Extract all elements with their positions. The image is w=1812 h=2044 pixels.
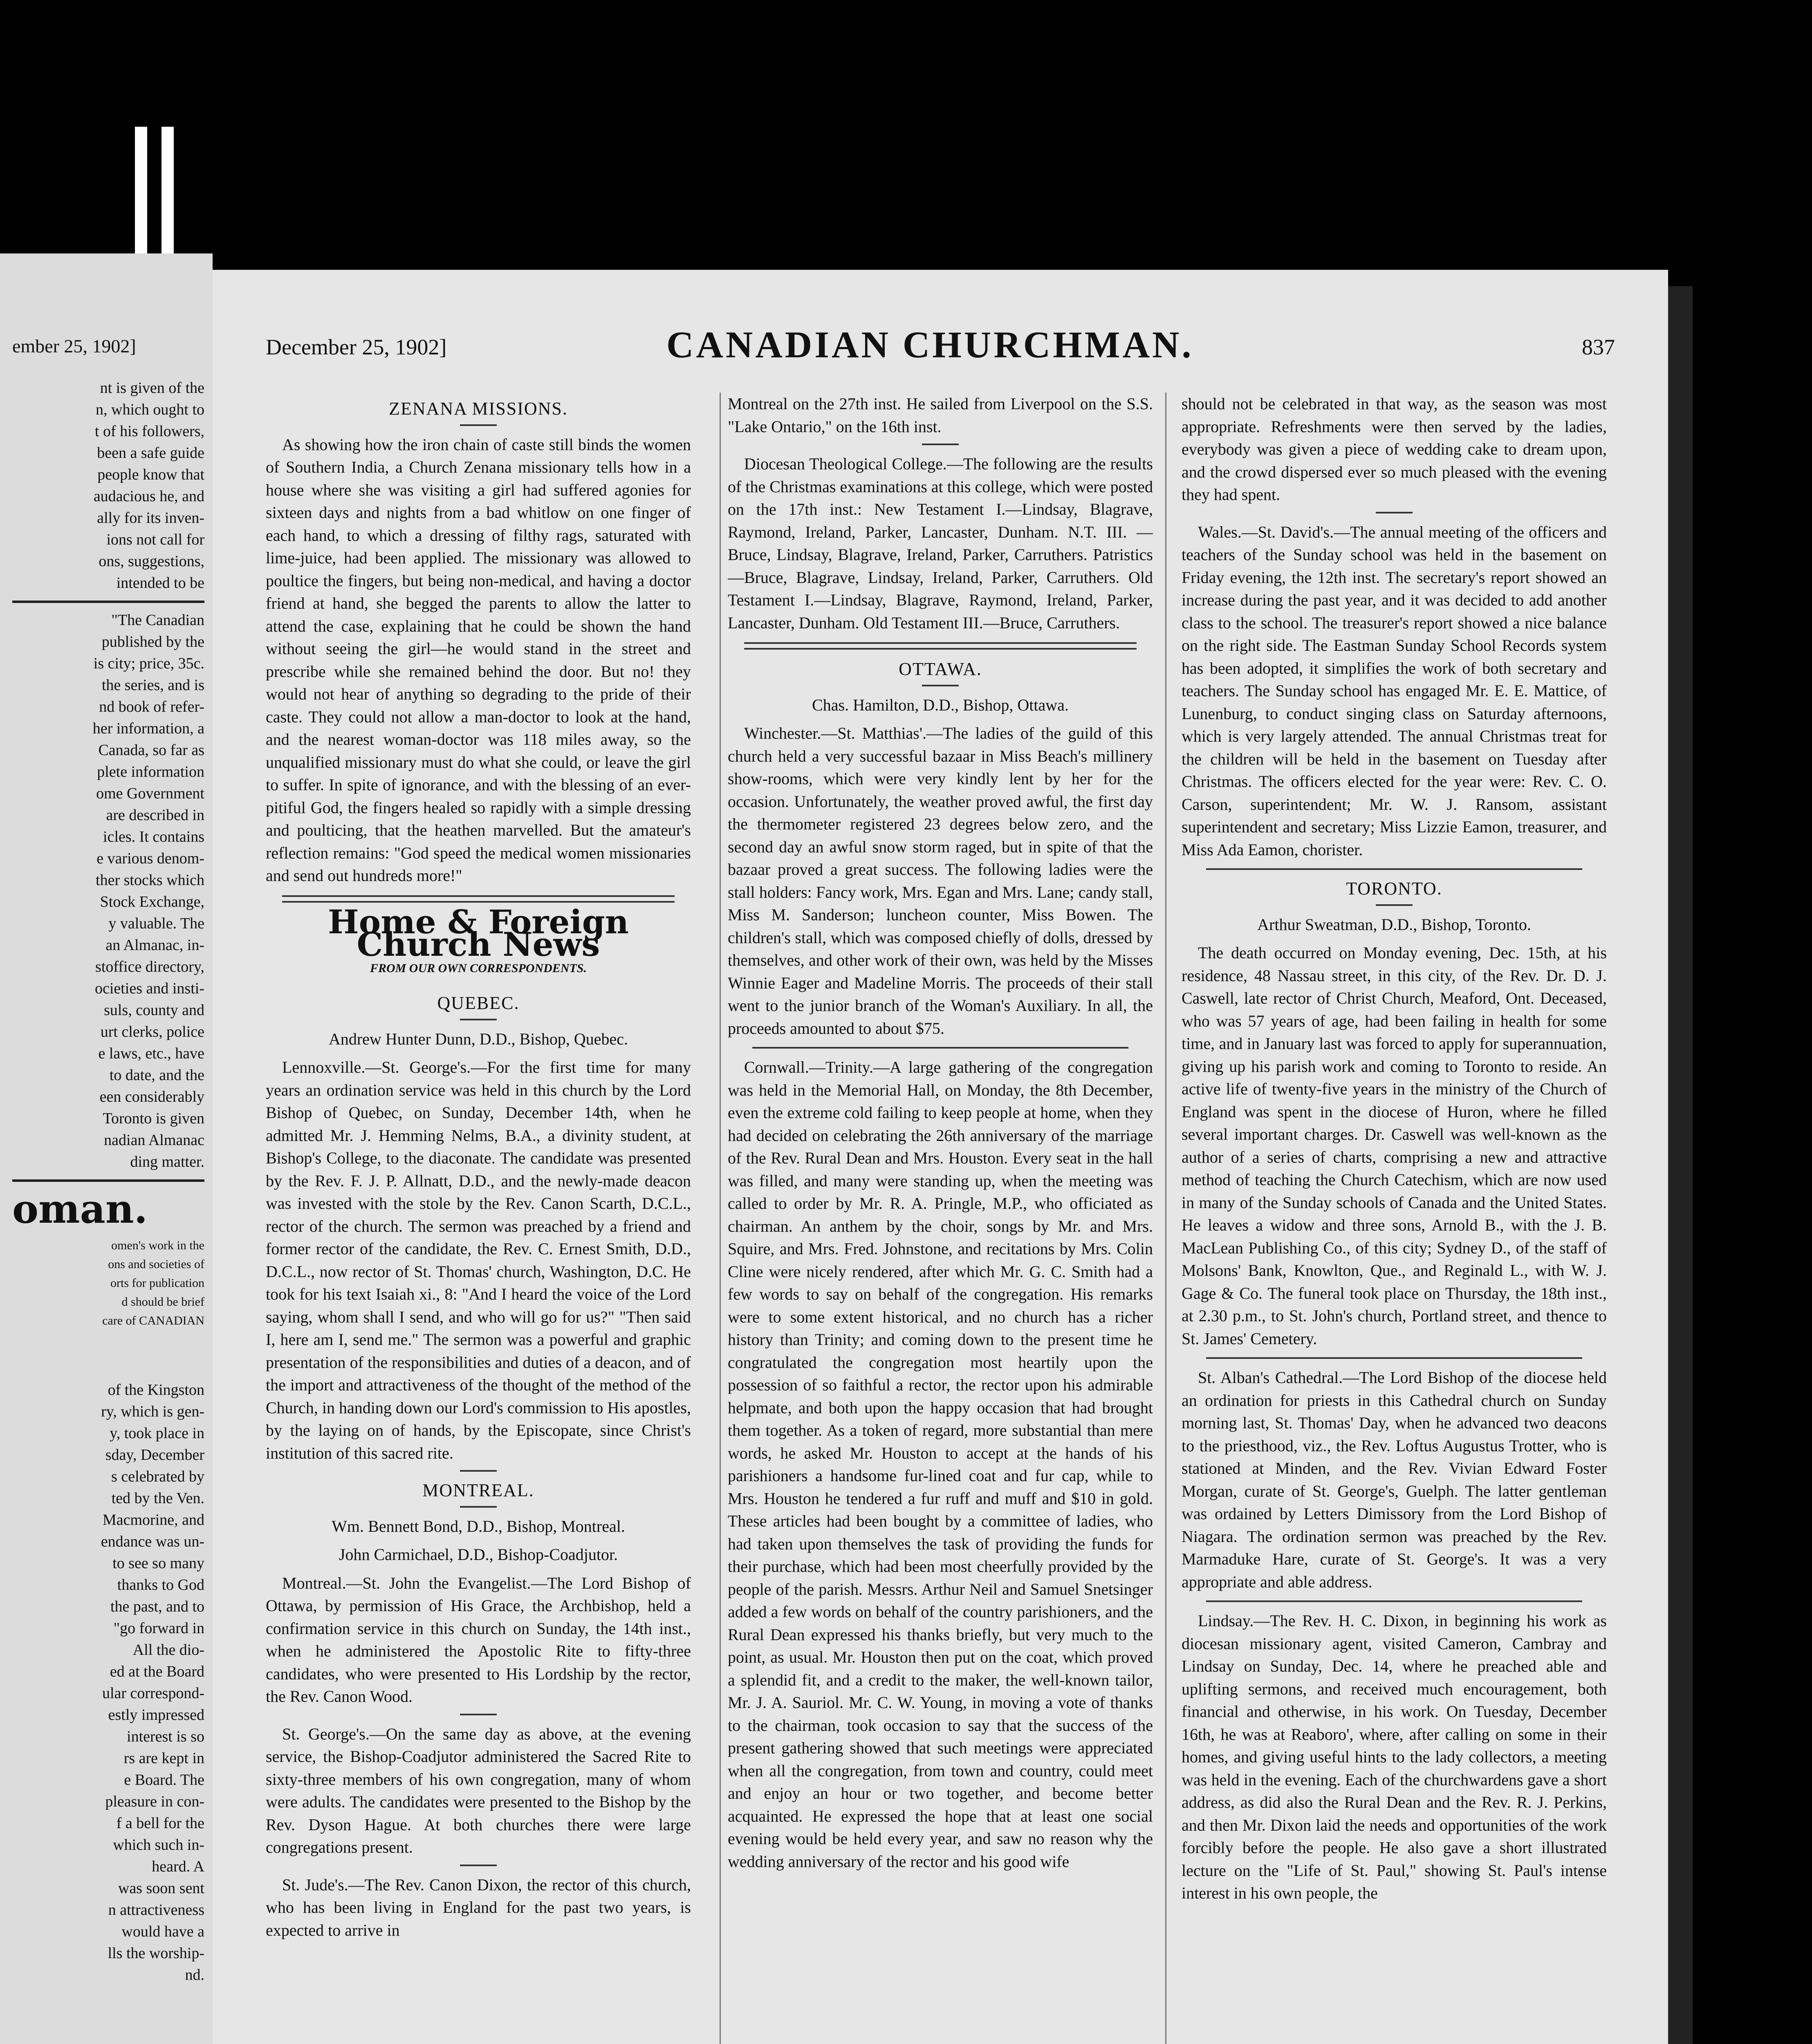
prev-page-line: the series, and is: [101, 677, 204, 694]
prev-page-line: ally for its inven-: [97, 509, 204, 527]
prev-page-line: the past, and to: [110, 1598, 204, 1615]
prev-page-line: lls the worship-: [108, 1945, 204, 1962]
prev-page-line: was soon sent: [118, 1880, 204, 1897]
prev-page-line: e Board. The: [124, 1771, 204, 1788]
page-header: [266, 323, 1615, 364]
divider: [460, 1506, 497, 1508]
prev-page-line: nd book of refer-: [99, 698, 204, 715]
prev-page-line: y, took place in: [110, 1425, 204, 1442]
prev-page-line: heard. A: [152, 1858, 204, 1875]
prev-page-line: been a safe guide: [97, 444, 204, 462]
section-heading-zenana: ZENANA MISSIONS.: [389, 399, 568, 419]
bishop-line-montreal: Wm. Bennett Bond, D.D., Bishop, Montreal.: [332, 1517, 625, 1535]
prev-page-line: to date, and the: [109, 1067, 204, 1084]
prev-page-masthead: oman.: [12, 1186, 148, 1232]
prev-page-line: sday, December: [105, 1446, 204, 1464]
prev-page-line: y valuable. The: [108, 915, 204, 932]
divider: [1206, 1600, 1582, 1602]
prev-page-line: Toronto is given: [103, 1110, 204, 1127]
prev-page-line: to see so many: [112, 1555, 204, 1572]
prev-page-line: t of his followers,: [94, 423, 204, 440]
section-heading-toronto: TORONTO.: [1346, 879, 1442, 899]
prev-page-line: icles. It contains: [103, 828, 204, 845]
divider: [12, 1179, 204, 1182]
divider: [1376, 904, 1413, 906]
church-news-subtitle: FROM OUR OWN CORRESPONDENTS.: [370, 961, 587, 975]
prev-page-line: urt clerks, police: [100, 1023, 204, 1040]
prev-page-line: "go forward in: [113, 1620, 204, 1637]
column-rule: [1165, 392, 1166, 2044]
prev-page-line: n, which ought to: [96, 401, 204, 418]
prev-page-line: f a bell for the: [116, 1815, 204, 1832]
issue-date: December 25, 1902]: [266, 335, 447, 359]
prev-page-line: ons, suggestions,: [99, 553, 204, 570]
prev-page-line: s celebrated by: [111, 1468, 204, 1485]
prev-page-line: ions not call for: [106, 531, 204, 548]
prev-page-text-top: [12, 377, 204, 594]
prev-page-line: plete information: [97, 763, 204, 780]
prev-page-text-mid: [12, 610, 204, 1173]
article-st-georges: St. George's.—On the same day as above, at the evening service, the Bishop-Coadjutor administered the Sacred Rite to sixty-three members of his own congregation, many of whom were adults. The candidates were presented to the Bishop by the Rev. Dyson Hague. At both churches there were large congregations present.: [266, 1724, 691, 1856]
prev-page-line: ons and societies of: [108, 1257, 204, 1271]
article-wales: Wales.—St. David's.—The annual meeting of the officers and teachers of the Sunday school was held in the basement on Friday evening, the 12th inst. The secretary's report showed an increase during the past year, and it was decided to add another class to the school. The treasurer's report showed a nice balance on the right side. The Eastman Sunday School Records system has been adopted, it simplifies the work of both secretary and teachers. The Sunday school has engaged Mr. E. E. Mattice, of Lunenburg, to conduct singing class on Saturday afternoons, which is very largely attended. The annual Christmas treat for the children will be held in the basement on Tuesday after Christmas. The officers elected for the year were: Rev. C. O. Carson, superintendent; Mr. W. J. Ransom, assistant superintendent and secretary; Miss Lizzie Eamon, treasurer, and Miss Ada Eamon, chorister.: [1182, 522, 1607, 859]
bishop-line-ottawa: Chas. Hamilton, D.D., Bishop, Ottawa.: [812, 695, 1069, 714]
prev-page-line: an Almanac, in-: [105, 937, 204, 954]
prev-page-line: Stock Exchange,: [100, 893, 204, 910]
article-cornwall-continued: should not be celebrated in that way, as the season was most appropriate. Refreshments were then served by the ladies, everybody was given a piece of wedding cake to dream upon, and the crowd dispersed ever so much pleased with the evening they had spent.: [1182, 394, 1607, 504]
prev-page-line: estly impressed: [108, 1706, 204, 1724]
prev-page-line: d should be brief: [121, 1295, 204, 1309]
article-caswell-obituary: The death occurred on Monday evening, Dec. 15th, at his residence, 48 Nassau street, in this city, of the Rev. Dr. D. J. Caswell, late rector of Christ Church, Meaford, Ont. Deceased, who was 57 years of age, had been failing in health for some time, and in January last was forced to apply for superannuation, giving up his parish work and coming to Toronto to reside. An active life of twenty-five years in the ministry of the Church of England was spent in the diocese of Huron, where he filled several important charges. Dr. Caswell was well-known as the author of a series of charts, comprising a new and attractive method of teaching the Church Catechism, which are now used in many of the Sunday schools of Canada and the United States. He leaves a widow and three sons, Arnold B., with the J. B. MacLean Publishing Co., of this city; Sydney D., of the staff of Molsons' Bank, Knowlton, Que., and Reginald L., with W. J. Gage & Co. The funeral took place on Thursday, the 18th inst., at 2.30 p.m., to St. John's church, Portland street, and thence to St. James' Cemetery.: [1182, 944, 1607, 1348]
article-zenana: As showing how the iron chain of caste still binds the women of Southern India, a Church Zenana missionary tells how in a house where she was visiting a girl had suffered agonies for sixteen days and nights from a bad whitlow on one finger of each hand, to which a dressing of filthy rags, saturated with lime-juice, had been applied. The missionary was allowed to poultice the fingers, but being non-medical, and having a doctor friend at hand, she begged the parents to allow the latter to attend the case, explaining that he could be shown the hand without seeing the girl—he would stand in the street and prescribe while she remained behind the door. But no! they would not hear of anything so degrading to the pride of their caste. They could not allow a man-doctor to look at the hand, and the nearest woman-doctor was 118 miles away, so the unqualified missionary must do what she could, or leave the girl to suffer. In spite of ignorance, and with the blessing of an ever-pitiful God, the fingers healed so rapidly with a simple dressing and poulticing, that the heathen marvelled. But the amateur's reflection remains: "God speed the medical women missionaries and send out hundreds more!": [266, 435, 691, 885]
divider: [282, 895, 675, 903]
prev-page-line: interest is so: [127, 1728, 204, 1745]
newspaper-page: [213, 270, 1668, 2044]
prev-page-line: All the dio-: [132, 1641, 204, 1659]
prev-page-line: een considerably: [99, 1088, 204, 1105]
divider: [744, 642, 1137, 650]
divider: [1206, 1357, 1582, 1359]
page-number: 837: [1582, 335, 1615, 359]
prev-page-header: ember 25, 1902]: [12, 336, 136, 356]
prev-page-text-bottom: [12, 1379, 204, 1986]
film-frame-mark: [135, 127, 147, 262]
prev-page-line: n attractiveness: [108, 1901, 204, 1918]
prev-page-line: would have a: [121, 1923, 204, 1940]
column-1: [266, 392, 691, 2044]
column-3: [1182, 392, 1607, 2044]
prev-page-line: Canada, so far as: [98, 742, 204, 759]
prev-page-line: of the Kingston: [108, 1381, 204, 1399]
masthead: CANADIAN CHURCHMAN.: [666, 324, 1194, 365]
previous-page-fragment: [0, 253, 213, 2044]
prev-page-line: e laws, etc., have: [98, 1045, 204, 1062]
divider: [922, 685, 959, 686]
bishop-line-montreal-coadjutor: John Carmichael, D.D., Bishop-Coadjutor.: [339, 1545, 618, 1564]
section-heading-montreal: MONTREAL.: [422, 1480, 534, 1500]
divider: [460, 424, 497, 426]
prev-page-line: intended to be: [116, 574, 204, 592]
section-heading-ottawa: OTTAWA.: [899, 659, 982, 679]
prev-page-line: ther stocks which: [96, 872, 204, 889]
bishop-line-toronto: Arthur Sweatman, D.D., Bishop, Toronto.: [1257, 915, 1531, 934]
article-diocesan-college: Diocesan Theological College.—The following are the results of the Christmas examinations at this college, which were posted on the 17th inst.: New Testament I.—Lindsay, Blagrave, Raymond, Ireland, Parker, Lancaster, Dunham. N.T. III. —Bruce, Lindsay, Blagrave, Ireland, Parker, Carruthers. Patristics—Bruce, Blagrave, Lindsay, Ireland, Parker, Carruthers. Old Testament I.—Lindsay, Blagrave, Raymond, Ireland, Parker, Lancaster, Dunham. Old Testament III.—Bruce, Carruthers.: [728, 455, 1153, 632]
prev-page-line: ted by the Ven.: [111, 1490, 204, 1507]
divider: [752, 1047, 1128, 1049]
divider: [460, 1470, 497, 1472]
prev-page-line: "The Canadian: [111, 612, 204, 629]
divider: [922, 444, 959, 445]
column-rule: [720, 392, 721, 2044]
article-st-albans: St. Alban's Cathedral.—The Lord Bishop of the diocese held an ordination for priests in this Cathedral church on Sunday morning last, St. Thomas' Day, when he advanced two deacons to the priesthood, viz., the Rev. Loftus Augustus Trotter, who is stationed at Minden, and the Rev. Vivian Edward Foster Morgan, curate of St. George's, Guelph. The latter gentleman was ordained by Letters Dimissory from the Lord Bishop of Niagara. The ordination sermon was preached by the Rev. Marmaduke Hare, curate of St. George's. It was a very appropriate and able address.: [1182, 1368, 1607, 1591]
prev-page-line: omen's work in the: [111, 1239, 204, 1252]
divider: [1376, 512, 1413, 513]
article-columns: [266, 392, 1615, 2044]
article-lennoxville: Lennoxville.—St. George's.—For the first time for many years an ordination service was held in this church by the Lord Bishop of Quebec, on Sunday, December 14th, when he admitted Mr. J. Hemming Nelms, B.A., a divinity student, at Bishop's College, to the diaconate. The candidate was presented by the Rev. F. J. P. Allnatt, D.D., and the newly-made deacon was invested with the stole by the Rev. Canon Scarth, D.C.L., rector of the church. The sermon was preached by a friend and former rector of the candidate, the Rev. C. Ernest Smith, D.D., D.C.L., now rector of St. Thomas' church, Washington, D.C. He took for his text Isaiah xi., 8: "And I heard the voice of the Lord saying, whom shall I send, and who will go for us?" "Then said I, here am I, send me." The sermon was a powerful and graphic presentation of the responsibilities and duties of a deacon, and of the import and attractiveness of the thought of the method of the Church, in handing down our Lord's commission to His apostles, by the laying on of hands, by the Episcopate, since Christ's institution of this sacred rite.: [266, 1058, 691, 1462]
prev-page-line: people know that: [97, 466, 204, 483]
bishop-line-quebec: Andrew Hunter Dunn, D.D., Bishop, Quebec.: [328, 1029, 628, 1048]
prev-page-notice: [12, 1236, 204, 1330]
prev-page-line: pleasure in con-: [105, 1793, 204, 1810]
prev-page-line: are described in: [106, 807, 204, 824]
prev-page-line: care of CANADIAN: [102, 1314, 204, 1327]
prev-page-line: ed at the Board: [110, 1663, 204, 1680]
divider: [460, 1865, 497, 1866]
prev-page-line: audacious he, and: [93, 488, 204, 505]
prev-page-line: ome Government: [96, 785, 204, 802]
church-news-banner: Home & Foreign Church News: [328, 902, 629, 964]
prev-page-line: stoffice directory,: [95, 958, 204, 975]
prev-page-line: Macmorine, and: [102, 1511, 204, 1529]
article-lindsay: Lindsay.—The Rev. H. C. Dixon, in beginning his work as diocesan missionary agent, visited Cameron, Cambray and Lindsay on Sunday, Dec. 14, where he preached able and uplifting sermons, and received much encouragement, both financial and otherwise, in his work. On Tuesday, December 16th, he was at Reaboro', where, after calling on some in their homes, and giving useful hints to the lady collectors, a meeting was held in the evening. Each of the churchwardens gave a short address, as did also the Rural Dean and the Rev. R. J. Perkins, and then Mr. Dixon laid the needs and opportunities of the work forcibly before the people. He also gave a short illustrated lecture on the "Life of St. Paul," showing St. Paul's intense interest in his own people, the: [1182, 1611, 1607, 1902]
prev-page-line: ry, which is gen-: [101, 1403, 204, 1420]
prev-page-line: rs are kept in: [123, 1750, 204, 1767]
divider: [1206, 868, 1582, 870]
prev-page-line: ocieties and insti-: [94, 980, 204, 997]
article-cornwall: Cornwall.—Trinity.—A large gathering of the congregation was held in the Memorial Hall, on Monday, the 8th December, even the extreme cold failing to keep people at home, when they had decided on celebrating the 26th anniversary of the marriage of the Rev. Rural Dean and Mrs. Houston. Every seat in the hall was filled, and many were standing up, when the meeting was called to order by Mr. R. A. Pringle, M.P., who officiated as chairman. An anthem by the choir, songs by Mr. and Mrs. Squire, and Mrs. Fred. Johnstone, and recitations by Mrs. Colin Cline were nicely rendered, after which Mr. G. C. Smith had a few words to say on behalf of the congregation. His remarks were to some extent historical, and no church has a richer history than Trinity; and coming down to the present time he congratulated the congregation most heartily upon the possession of so faithful a rector, the rector upon his admirable helpmate, and both upon the happy occasion that had brought them together. As a token of regard, more substantial than mere words, he asked Mr. Houston to accept at the hands of his parishioners a handsome fur-lined coat and fur cap, while to Mrs. Houston he tendered a fur ruff and muff and $10 in gold. These articles had been bought by a committee of ladies, who had taken upon themselves the task of providing the funds for their purchase, which had been most cheerfully provided by the people of the parish. Messrs. Arthur Neil and Samuel Snetsinger added a few words on behalf of the country parishioners, and the Rural Dean expressed his thanks briefly, but very much to the point, as usual. Mr. Houston then put on the coat, which proved a splendid fit, and a credit to the maker, the well-known tailor, Mr. J. A. Sauriol. Mr. C. W. Young, in moving a vote of thanks to the chairman, took occasion to say that the success of the present gathering showed that such meetings were appreciated when all the congregation, from town and country, could meet and enjoy an hour or two together, and become better acquainted. He expressed the hope that at least one social evening would be held every year, and saw no reason why the wedding anniversary of the rector and his good wife: [728, 1058, 1153, 1871]
article-montreal: Montreal.—St. John the Evangelist.—The Lord Bishop of Ottawa, by permission of His Grace, the Archbishop, held a confirmation service in this church on Sunday, the 14th inst., when he administered the Apostolic Rite to fifty-three candidates, who were presented to His Lordship by the rector, the Rev. Canon Wood.: [266, 1573, 691, 1706]
prev-page-line: suls, county and: [104, 1002, 204, 1019]
prev-page-line: ding matter.: [130, 1153, 204, 1170]
column-2: [728, 392, 1153, 2044]
prev-page-line: e various denom-: [96, 850, 204, 867]
section-heading-quebec: QUEBEC.: [437, 993, 520, 1013]
film-frame-mark: [161, 127, 174, 262]
prev-page-line: published by the: [101, 633, 204, 650]
article-winchester: Winchester.—St. Matthias'.—The ladies of the guild of this church held a very successful bazaar in Miss Beach's millinery show-rooms, which were very kindly lent by her for the occasion. Unfortunately, the weather proved awful, the first day the thermometer registered 23 degrees below zero, and the second day an awful snow storm raged, but in spite of that the bazaar proved a great success. The following ladies were the stall holders: Fancy work, Mrs. Egan and Mrs. Lane; candy stall, Miss M. Sanderson; luncheon counter, Miss Bowen. The children's stall, which was composed chiefly of dolls, dressed by themselves, and other work of their own, was held by the Misses Winnie Eager and Madeline Morris. The proceeds of their stall went to the junior branch of the Woman's Auxiliary. In all, the proceeds amounted to about $75.: [728, 724, 1153, 1038]
prev-page-line: ular correspond-: [102, 1685, 204, 1702]
prev-page-line: endance was un-: [101, 1533, 204, 1550]
prev-page-line: which such in-: [113, 1836, 204, 1853]
article-st-judes: St. Jude's.—The Rev. Canon Dixon, the rector of this church, who has been living in England for the past two years, is expected to arrive in: [266, 1875, 691, 1939]
article-st-judes-continued: Montreal on the 27th inst. He sailed from Liverpool on the S.S. "Lake Ontario," on the 16th inst.: [728, 394, 1153, 436]
divider: [12, 601, 204, 603]
prev-page-line: orts for publication: [110, 1276, 204, 1290]
divider: [460, 1019, 497, 1020]
prev-page-line: her information, a: [92, 720, 204, 737]
prev-page-line: nadian Almanac: [104, 1132, 204, 1149]
prev-page-line: nd.: [185, 1966, 204, 1983]
prev-page-line: nt is given of the: [100, 379, 204, 397]
prev-page-line: thanks to God: [117, 1576, 204, 1594]
divider: [460, 1714, 497, 1715]
prev-page-line: is city; price, 35c.: [93, 655, 204, 672]
